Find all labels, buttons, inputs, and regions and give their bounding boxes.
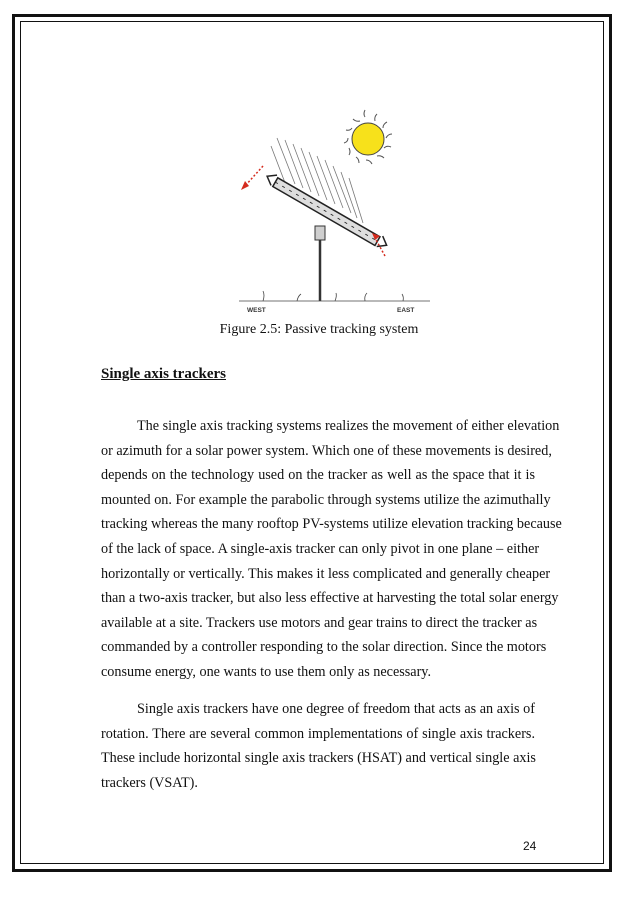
pivot-bracket (315, 226, 325, 240)
paragraph-line: than a two-axis tracker, but also less effective at harvesting the total solar energy (101, 590, 559, 607)
paragraph-line: rotation. There are several common implementations of single axis trackers. (101, 725, 535, 742)
paragraph-line: Single axis trackers have one degree of freedom that acts as an axis of (137, 701, 535, 717)
paragraph-line: mounted on. For example the parabolic through systems utilize the azimuthally (101, 491, 551, 508)
west-label: WEST (247, 307, 266, 314)
paragraph-line: tracking whereas the many rooftop PV-systems utilize elevation tracking because (101, 516, 562, 533)
paragraph-line: These include horizontal single axis trackers (HSAT) and vertical single axis (101, 750, 536, 767)
paragraph-line: or azimuth for a solar power system. Which one of these movements is desired, (101, 442, 552, 459)
paragraph-line: horizontally or vertically. This makes it less complicated and generally cheaper (101, 565, 551, 582)
passive-tracking-figure (225, 108, 440, 318)
paragraph-line: The single axis tracking systems realizes the movement of either elevation (137, 418, 560, 434)
paragraph-line: depends on the technology used on the tracker as well as the space that it is (101, 467, 535, 484)
paragraph-line: of the lack of space. A single-axis tracker can only pivot in one plane – either (101, 540, 540, 557)
paragraph-line: consume energy, one wants to use them only as necessary. (101, 663, 432, 680)
east-label: EAST (397, 307, 415, 314)
page-number: 24 (523, 839, 537, 853)
rotation-arrow-east (375, 238, 385, 256)
ground (239, 291, 430, 301)
paragraph-line: available at a site. Trackers use motors and gear trains to direct the tracker as (101, 614, 538, 631)
paragraph-1 (101, 414, 562, 685)
sun-icon (344, 110, 392, 164)
paragraph-2 (101, 697, 535, 795)
paragraph-line: commanded by a controller responding to the solar direction. Since the motors (101, 639, 547, 656)
rotation-arrow-west (245, 166, 263, 186)
figure-caption: Figure 2.5: Passive tracking system (219, 322, 419, 337)
paragraph-line: trackers (VSAT). (101, 774, 198, 791)
section-heading: Single axis trackers (101, 366, 226, 382)
